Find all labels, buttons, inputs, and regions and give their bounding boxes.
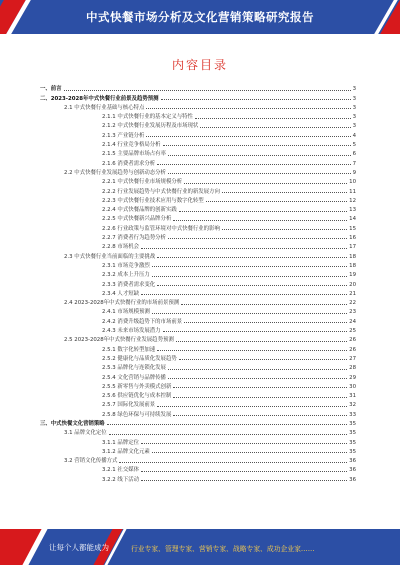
- toc-entry-page: 35: [349, 420, 356, 427]
- footer-banner: [0, 529, 400, 565]
- toc-entry[interactable]: [40, 176, 356, 185]
- toc-entry[interactable]: [40, 288, 356, 297]
- toc-entry-page: 14: [349, 216, 356, 223]
- toc-entry[interactable]: [40, 222, 356, 231]
- toc-entry-page: 29: [349, 374, 356, 381]
- toc-leader-dots: [146, 136, 350, 137]
- toc-entry[interactable]: [40, 241, 356, 250]
- toc-entry-page: 11: [349, 188, 356, 195]
- toc-entry-label: 2.1.3 产业链分析: [102, 132, 145, 139]
- toc-heading: 内容目录: [171, 58, 228, 72]
- toc-entry-label: 2.2.5 中式快餐新兴品牌分析: [102, 216, 172, 223]
- toc-entry-label: 2.4.1 市场规模预测: [102, 309, 150, 316]
- toc-leader-dots: [152, 313, 347, 314]
- toc-entry-page: 36: [349, 476, 356, 483]
- toc-entry-label: 2.5.4 文化营销与品牌传播: [102, 374, 166, 381]
- toc-entry-page: 26: [349, 346, 356, 353]
- toc-entry-label: 2.2.4 中式快餐品牌的创新实践: [102, 207, 177, 214]
- toc-leader-dots: [141, 480, 347, 481]
- toc-entry-page: 18: [349, 253, 356, 260]
- toc-entry[interactable]: [40, 204, 356, 213]
- toc-entry-page: 3: [352, 123, 356, 130]
- toc-leader-dots: [163, 145, 351, 146]
- toc-leader-dots: [157, 164, 350, 165]
- toc-leader-dots: [173, 387, 347, 388]
- toc-entry-label: 2.5.6 供应链优化与成本控制: [102, 393, 172, 400]
- toc-entry-label: 二、2023-2028年中式快餐行业前景及趋势预测: [40, 95, 159, 102]
- toc-entry-label: 2.3.3 消费者需求变化: [102, 281, 156, 288]
- toc-entry-page: 3: [352, 95, 356, 102]
- toc-entry-page: 28: [349, 365, 356, 372]
- toc-leader-dots: [179, 359, 347, 360]
- toc-entry-page: 35: [349, 430, 356, 437]
- toc-entry[interactable]: [40, 157, 356, 166]
- toc-entry-page: 30: [349, 383, 356, 390]
- toc-leader-dots: [141, 294, 347, 295]
- toc-leader-dots: [141, 248, 347, 249]
- toc-entry[interactable]: [40, 92, 356, 101]
- toc-leader-dots: [141, 443, 347, 444]
- toc-entry[interactable]: [40, 473, 356, 482]
- toc-leader-dots: [184, 322, 347, 323]
- toc-leader-dots: [163, 331, 348, 332]
- toc-entry-label: 3.2 营销文化传播方式: [64, 458, 118, 465]
- toc-entry-page: 32: [349, 402, 356, 409]
- toc-entry-page: 3: [352, 86, 356, 93]
- toc-entry-page: 12: [349, 197, 356, 204]
- toc-entry[interactable]: [40, 464, 356, 473]
- toc-entry-label: 3.1 品牌文化定位: [64, 430, 107, 437]
- toc-entry[interactable]: [40, 120, 356, 129]
- toc-entry-label: 3.2.1 社交媒体: [102, 467, 139, 474]
- toc-entry[interactable]: [40, 306, 356, 315]
- toc-entry-label: 2.3.2 成本上升压力: [102, 272, 150, 279]
- toc-entry-label: 2.1.2 中式快餐行业发展历程及市场现状: [102, 123, 199, 130]
- toc-entry-label: 2.3.4 人才短缺: [102, 290, 139, 297]
- toc-entry-page: 33: [349, 411, 356, 418]
- toc-entry-page: 36: [349, 458, 356, 465]
- toc-entry-label: 2.4 2023-2028年中式快餐行业的市场前景预测: [64, 300, 180, 307]
- toc-leader-dots: [222, 229, 347, 230]
- toc-entry-label: 2.5.7 国际化发展前景: [102, 402, 156, 409]
- toc-entry-label: 3.1.1 品牌定位: [102, 439, 139, 446]
- toc-entry-page: 18: [349, 262, 356, 269]
- toc-leader-dots: [64, 90, 351, 91]
- toc-entry-label: 2.4.3 未来市场发展潜力: [102, 328, 161, 335]
- toc-entry[interactable]: [40, 315, 356, 324]
- toc-leader-dots: [206, 201, 347, 202]
- toc-leader-dots: [184, 183, 347, 184]
- toc-entry-page: 19: [349, 272, 356, 279]
- toc-leader-dots: [168, 369, 347, 370]
- toc-entry-page: 16: [349, 235, 356, 242]
- toc-entry[interactable]: [40, 436, 356, 445]
- footer-slogan: 让每个人都能成为: [49, 543, 109, 552]
- toc-entry-page: 13: [349, 207, 356, 214]
- toc-entry-label: 2.1.4 行业竞争格局分析: [102, 142, 161, 149]
- toc-entry-page: 5: [352, 142, 356, 149]
- toc-leader-dots: [200, 127, 350, 128]
- toc-entry-label: 2.4.2 消费升级趋势下的市场前景: [102, 318, 183, 325]
- toc-entry-page: 26: [349, 337, 356, 344]
- toc-entry-label: 2.3 中式快餐行业当前面临的主要挑战: [64, 253, 156, 260]
- toc-entry-label: 2.1.1 中式快餐行业的基本定义与特性: [102, 114, 193, 121]
- toc-entry-page: 22: [349, 300, 356, 307]
- toc-entry-page: 21: [349, 290, 356, 297]
- toc-leader-dots: [168, 238, 347, 239]
- toc-entry[interactable]: [40, 381, 356, 390]
- toc-entry[interactable]: [40, 399, 356, 408]
- toc-entry-label: 2.2.2 行业发展趋势与中式快餐行业的新发展方向: [102, 188, 220, 195]
- toc-entry[interactable]: [40, 148, 356, 157]
- toc-entry[interactable]: [40, 427, 356, 436]
- toc-entry[interactable]: [40, 269, 356, 278]
- toc-leader-dots: [152, 452, 347, 453]
- toc-leader-dots: [109, 434, 348, 435]
- toc-entry[interactable]: [40, 232, 356, 241]
- toc-entry-label: 2.1.5 主要品牌市场占有率: [102, 151, 166, 158]
- header-banner: [0, 0, 400, 34]
- toc-entry-label: 2.1 中式快餐行业基础与核心特点: [64, 104, 145, 111]
- toc-entry[interactable]: [40, 250, 356, 259]
- toc-entry-label: 2.2 中式快餐行业发展趋势与创新动态分析: [64, 169, 166, 176]
- toc-entry-label: 2.1.6 消费者需求分析: [102, 160, 156, 167]
- toc-leader-dots: [168, 173, 351, 174]
- toc-entry-label: 2.5.3 品牌化与连锁化发展: [102, 365, 166, 372]
- toc-entry[interactable]: [40, 111, 356, 120]
- toc-entry[interactable]: [40, 408, 356, 417]
- toc-leader-dots: [179, 211, 347, 212]
- toc-entry[interactable]: [40, 185, 356, 194]
- toc-entry[interactable]: [40, 334, 356, 343]
- toc-entry-page: 23: [349, 309, 356, 316]
- table-of-contents: [40, 83, 356, 483]
- toc-entry[interactable]: [40, 390, 356, 399]
- toc-entry[interactable]: [40, 129, 356, 138]
- toc-entry-label: 2.2.6 行业政策与监管环境对中式快餐行业的影响: [102, 225, 220, 232]
- toc-entry-page: 31: [349, 393, 356, 400]
- toc-entry-page: 36: [349, 467, 356, 474]
- toc-leader-dots: [107, 424, 347, 425]
- toc-entry-label: 一、前言: [40, 86, 62, 93]
- toc-entry-page: 3: [352, 104, 356, 111]
- toc-entry[interactable]: [40, 102, 356, 111]
- toc-entry[interactable]: [40, 167, 356, 176]
- toc-leader-dots: [141, 471, 347, 472]
- toc-leader-dots: [222, 192, 347, 193]
- toc-entry-page: 25: [349, 328, 356, 335]
- toc-entry[interactable]: [40, 362, 356, 371]
- toc-entry-page: 10: [349, 179, 356, 186]
- toc-leader-dots: [157, 285, 347, 286]
- toc-entry-page: 15: [349, 225, 356, 232]
- toc-entry-page: 7: [352, 160, 356, 167]
- toc-entry-label: 2.5.8 绿色环保与可持续发展: [102, 411, 172, 418]
- toc-entry-page: 17: [349, 244, 356, 251]
- toc-entry[interactable]: [40, 278, 356, 287]
- toc-leader-dots: [173, 397, 347, 398]
- toc-entry-label: 三、中式快餐文化营销策略: [40, 420, 105, 427]
- toc-entry-label: 3.2.2 线下活动: [102, 476, 139, 483]
- toc-entry[interactable]: [40, 260, 356, 269]
- toc-entry-label: 2.2.8 市场机会: [102, 244, 139, 251]
- toc-entry[interactable]: [40, 83, 356, 92]
- toc-entry[interactable]: [40, 353, 356, 362]
- toc-entry-label: 2.2.1 中式快餐行业市场规模分析: [102, 179, 183, 186]
- toc-entry-label: 3.1.2 品牌文化元素: [102, 448, 150, 455]
- report-title: 中式快餐市场分析及文化营销策略研究报告: [86, 10, 314, 24]
- toc-entry-label: 2.5.1 数字化转型加速: [102, 346, 156, 353]
- toc-entry-label: 2.3.1 市场竞争激烈: [102, 262, 150, 269]
- toc-entry-page: 4: [352, 132, 356, 139]
- toc-entry[interactable]: [40, 371, 356, 380]
- toc-entry[interactable]: [40, 418, 356, 427]
- toc-leader-dots: [152, 276, 347, 277]
- toc-leader-dots: [168, 155, 351, 156]
- toc-entry[interactable]: [40, 343, 356, 352]
- toc-entry[interactable]: [40, 213, 356, 222]
- toc-entry-page: 24: [349, 318, 356, 325]
- toc-entry-label: 2.2.7 消费者行为趋势分析: [102, 235, 166, 242]
- toc-entry-label: 2.5 2023-2028年中式快餐行业发展趋势预测: [64, 337, 174, 344]
- toc-leader-dots: [157, 406, 347, 407]
- toc-leader-dots: [157, 257, 347, 258]
- toc-leader-dots: [195, 118, 351, 119]
- toc-entry-page: 27: [349, 355, 356, 362]
- toc-entry-page: 3: [352, 114, 356, 121]
- toc-entry-page: 6: [352, 151, 356, 158]
- toc-leader-dots: [119, 462, 347, 463]
- toc-entry[interactable]: [40, 297, 356, 306]
- toc-entry-label: 2.5.2 健康化与品质化发展趋势: [102, 355, 177, 362]
- toc-leader-dots: [168, 378, 347, 379]
- toc-entry-label: 2.5.5 新零售与外卖模式创新: [102, 383, 172, 390]
- toc-leader-dots: [176, 341, 347, 342]
- toc-entry[interactable]: [40, 139, 356, 148]
- toc-entry-label: 2.2.3 中式快餐行业技术应用与数字化转型: [102, 197, 204, 204]
- toc-leader-dots: [181, 304, 347, 305]
- toc-leader-dots: [157, 350, 347, 351]
- toc-entry-page: 35: [349, 448, 356, 455]
- toc-entry-page: 9: [352, 169, 356, 176]
- toc-leader-dots: [161, 99, 351, 100]
- toc-entry[interactable]: [40, 455, 356, 464]
- toc-leader-dots: [152, 266, 347, 267]
- toc-entry-page: 35: [349, 439, 356, 446]
- toc-entry[interactable]: [40, 325, 356, 334]
- toc-leader-dots: [173, 415, 347, 416]
- toc-leader-dots: [173, 220, 347, 221]
- footer-roles: 行业专家、管理专家、营销专家、战略专家、成功企业家……: [131, 544, 315, 553]
- toc-entry[interactable]: [40, 446, 356, 455]
- toc-leader-dots: [146, 108, 350, 109]
- toc-entry-page: 20: [349, 281, 356, 288]
- toc-entry[interactable]: [40, 195, 356, 204]
